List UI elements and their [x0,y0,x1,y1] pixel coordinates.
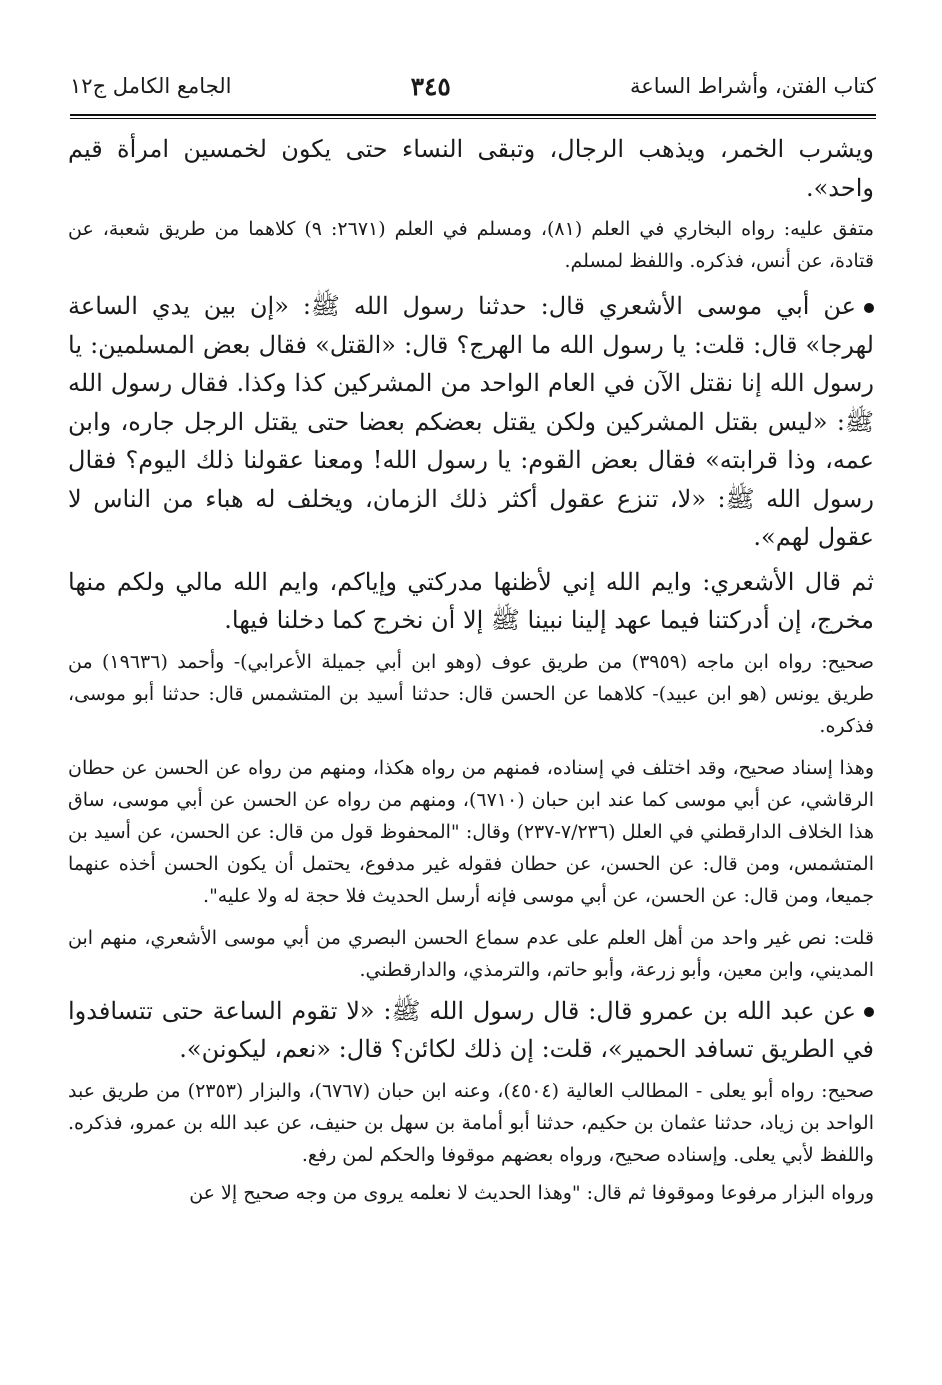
chapter-title: كتاب الفتن، وأشراط الساعة [629,74,876,98]
page-body [68,130,874,1209]
header-rule [70,114,876,116]
hadith-paragraph: عن أبي موسى الأشعري قال: حدثنا رسول الله ﷺ: «إن بين يدي الساعة لهرجا» قال: قلت: يا رسول الله ما الهرج؟ قال: «القتل» فقال بعض المسلمين: يا رسول الله إنا نقتل الآن في العام الواحد من المشركين كذا وكذا. فقال رسول الله ﷺ: «ليس بقتل المشركين ولكن يقتل بعضكم بعضا حتى يقتل الرجل جاره، وابن عمه، وذا قرابته» فقال بعض القوم: يا رسول الله! ومعنا عقولنا ذلك اليوم؟ فقال رسول الله ﷺ: «لا، تنزع عقول أكثر ذلك الزمان، ويخلف له هباء من الناس لا عقول لهم». [68,292,875,551]
bullet-icon [864,1007,874,1017]
hadith-paragraph: عن عبد الله بن عمرو قال: قال رسول الله ﷺ: «لا تقوم الساعة حتى تتسافدوا في الطريق تسافد الحمير»، قلت: إن ذلك لكائن؟ قال: «نعم، ليكونن». [68,996,874,1063]
page-number: ٣٤٥ [410,71,451,101]
hadith-text-continuation: ويشرب الخمر، ويذهب الرجال، وتبقى النساء حتى يكون لخمسين امرأة قيم واحد». [68,135,874,202]
commentary-note: قلت: نص غير واحد من أهل العلم على عدم سماع الحسن البصري من أبي موسى الأشعري، منهم ابن المديني، وابن معين، وأبو زرعة، وأبو حاتم، والترمذي، والدارقطني. [68,926,874,981]
takhrij-note: صحيح: رواه أبو يعلى - المطالب العالية (٤٥٠٤)، وعنه ابن حبان (٦٧٦٧)، والبزار (٢٣٥٣) من طريق عبد الواحد بن زياد، حدثنا عثمان بن حكيم، حدثنا أبو أمامة بن سهل بن حنيف، عن عبد الله بن عمرو، فذكره. واللفظ لأبي يعلى. وإسناده صحيح، ورواه بعضهم موقوفا والحكم لمن رفع. [68,1079,874,1166]
commentary-note: ورواه البزار مرفوعا وموقوفا ثم قال: "وهذا الحديث لا نعلمه يروى من وجه صحيح إلا عن [189,1181,874,1204]
takhrij-note: صحيح: رواه ابن ماجه (٣٩٥٩) من طريق عوف (وهو ابن أبي جميلة الأعرابي)- وأحمد (١٩٦٣٦) من طريق يونس (هو ابن عبيد)- كلاهما عن الحسن قال: حدثنا أسيد بن المتشمس قال: حدثنا أبو موسى، فذكره. [68,650,874,737]
takhrij-note: متفق عليه: رواه البخاري في العلم (٨١)، ومسلم في العلم (٢٦٧١: ٩) كلاهما من طريق شعبة، عن قتادة، عن أنس، فذكره. واللفظ لمسلم. [68,218,874,272]
commentary-note: وهذا إسناد صحيح، وقد اختلف في إسناده، فمنهم من رواه هكذا، ومنهم من رواه عن الحسن عن حطان الرقاشي، عن أبي موسى كما عند ابن حبان (٦٧١٠)، ومنهم من رواه عن الحسن عن أبي موسى، ساق هذا الخلاف الدارقطني في العلل (٧/٢٣٦-٢٣٧) وقال: "المحفوظ قول من قال: عن الحسن، عن أسيد بن المتشمس، ومن قال: عن الحسن، عن حطان فقوله غير مدفوع، يحتمل أن يكون الحسن أخذه عنهما جميعا، ومن قال: عن الحسن، عن أبي موسى فإنه أرسل الحديث فلا حجة له ولا عليه". [68,756,874,907]
bullet-icon [864,303,874,313]
hadith-paragraph: ثم قال الأشعري: وايم الله إني لأظنها مدركتي وإياكم، وايم الله مالي ولكم منها مخرج، إن أدركتنا فيما عهد إلينا نبينا ﷺ إلا أن نخرج كما دخلنا فيها. [68,567,874,634]
book-title: الجامع الكامل ج١٢ [70,74,232,98]
running-header [70,66,876,106]
header-rule-thin [70,118,876,119]
